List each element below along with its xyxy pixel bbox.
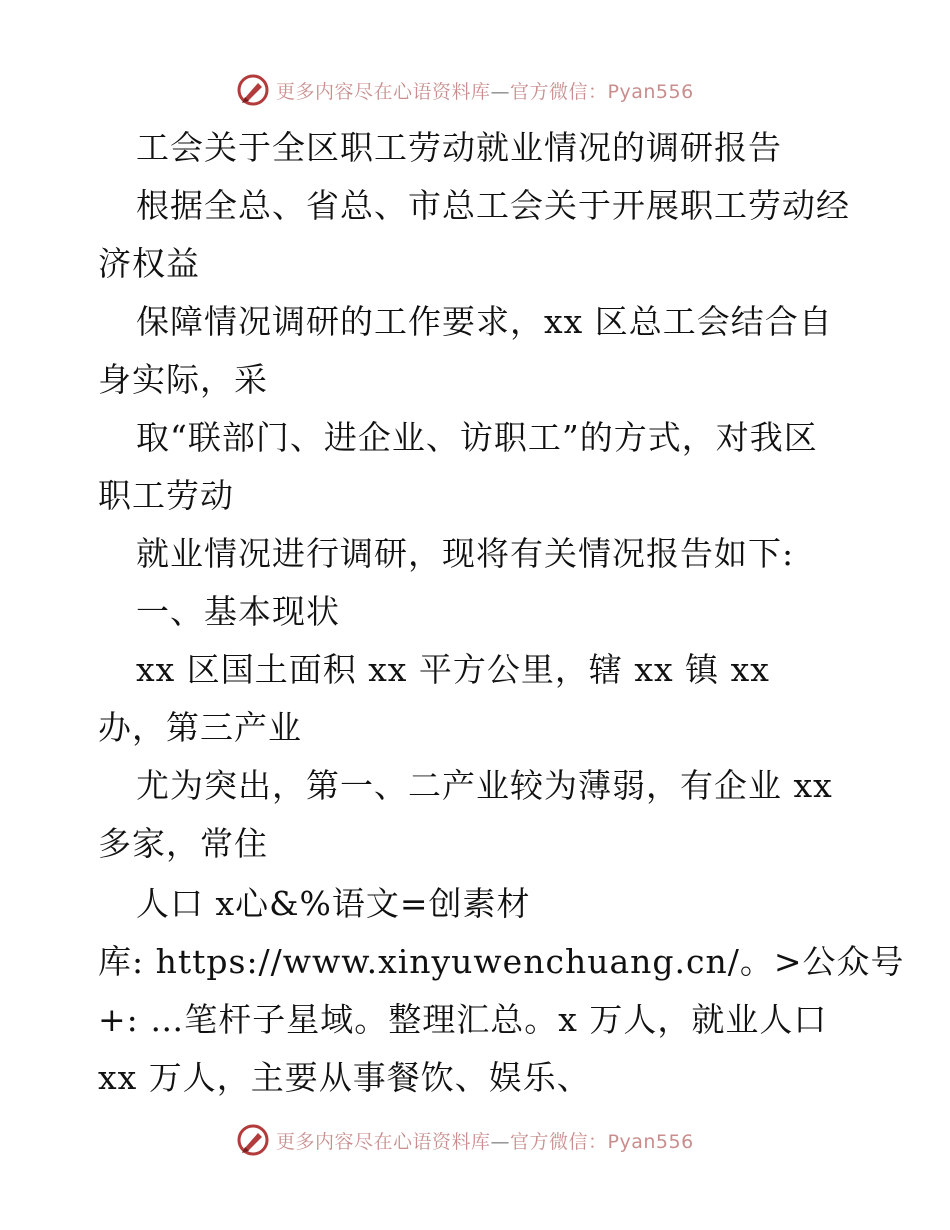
- section-heading: 一、基本现状: [136, 592, 340, 631]
- paragraph-line: 尤为突出，第一、二产业较为薄弱，有企业 xx: [136, 766, 833, 805]
- document-title: 工会关于全区职工劳动就业情况的调研报告: [136, 128, 782, 167]
- pen-logo-icon: [236, 1123, 270, 1157]
- paragraph-line: +: …笔杆子星域。整理汇总。x 万人，就业人口: [98, 1000, 828, 1039]
- banner-dash: —: [490, 1130, 511, 1153]
- paragraph-line: 根据全总、省总、市总工会关于开展职工劳动经: [136, 186, 850, 225]
- paragraph-line: 身实际，采: [98, 360, 268, 399]
- paragraph-line: xx 万人，主要从事餐饮、娱乐、: [98, 1058, 591, 1097]
- banner-text: [276, 1127, 694, 1154]
- paragraph-line: 人口 x心&%语文=创素材: [136, 884, 531, 923]
- banner-text: [276, 77, 694, 104]
- paragraph-line: 保障情况调研的工作要求，xx 区总工会结合自: [136, 302, 833, 341]
- pen-logo-icon: [236, 73, 270, 107]
- footer-banner: [236, 1122, 694, 1158]
- paragraph-line: xx 区国土面积 xx 平方公里，辖 xx 镇 xx: [136, 650, 770, 689]
- paragraph-line: 济权益: [98, 244, 200, 283]
- banner-contact: 官方微信：Pyan556: [510, 1130, 694, 1153]
- banner-library-name: 更多内容尽在心语资料库: [276, 1130, 491, 1153]
- paragraph-line: 办，第三产业: [98, 708, 302, 747]
- header-banner: [236, 72, 694, 108]
- paragraph-line: 取“联部门、进企业、访职工”的方式，对我区: [136, 418, 818, 457]
- banner-dash: —: [490, 80, 511, 103]
- paragraph-line: 职工劳动: [98, 476, 234, 515]
- paragraph-line: 就业情况进行调研，现将有关情况报告如下:: [136, 534, 795, 573]
- banner-library-name: 更多内容尽在心语资料库: [276, 80, 491, 103]
- paragraph-line: 库: https://www.xinyuwenchuang.cn/。>公众号: [98, 942, 905, 981]
- banner-contact: 官方微信：Pyan556: [510, 80, 694, 103]
- paragraph-line: 多家，常住: [98, 824, 268, 863]
